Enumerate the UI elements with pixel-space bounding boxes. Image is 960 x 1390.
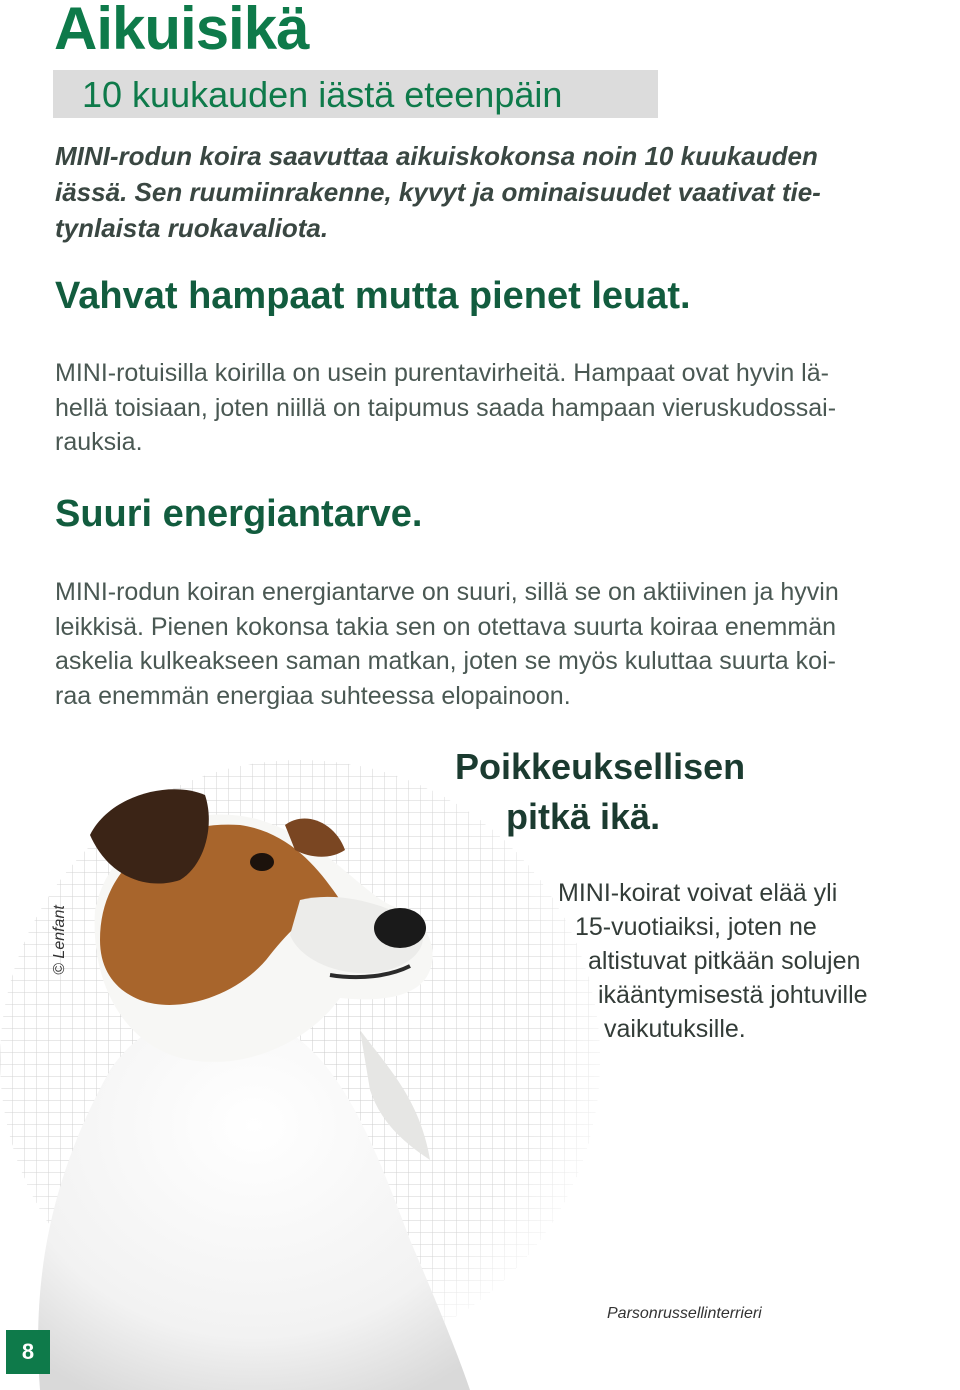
side-text-line: ikääntymisestä johtuville (598, 981, 868, 1009)
paragraph-line: MINI-rotuisilla koirilla on usein purentavirheitä. Hampaat ovat hyvin lä- (55, 359, 829, 387)
photo-credit (48, 900, 72, 980)
page-number: 8 (6, 1330, 50, 1374)
photo-caption: Parsonrussellinterrieri (607, 1305, 762, 1322)
paragraph-line: hellä toisiaan, joten niillä on taipumus saada hampaan vieruskudossai- (55, 393, 837, 422)
page-subtitle: 10 kuukauden iästä eteenpäin (82, 74, 563, 115)
side-text-line: altistuvat pitkään solujen (588, 947, 861, 975)
heading-strong-teeth: Vahvat hampaat mutta pienet leuat. (55, 275, 691, 317)
dog-eye (250, 853, 274, 871)
intro-line: tynlaista ruokavaliota. (55, 213, 329, 243)
heading-energy: Suuri energiantarve. (55, 493, 423, 535)
heading-long-life-line1: Poikkeuksellisen (455, 746, 746, 787)
dog-nose (374, 908, 426, 948)
side-text-line: vaikutuksille. (604, 1015, 746, 1043)
side-text-line: MINI-koirat voivat elää yli (558, 879, 838, 907)
paragraph-teeth (55, 356, 960, 460)
paragraph-line: raa enemmän energiaa suhteessa elopainoon. (55, 681, 571, 710)
intro-line: MINI-rodun koira saavuttaa aikuiskokonsa noin 10 kuukauden (55, 141, 818, 171)
page-title: Aikuisikä (54, 0, 309, 62)
paragraph-energy (55, 575, 960, 713)
intro-line: iässä. Sen ruumiinrakenne, kyvyt ja ominaisuudet vaativat tie- (55, 177, 821, 207)
photo-credit-text: © Lenfant (51, 905, 68, 975)
heading-long-life-line2: pitkä ikä. (506, 796, 661, 837)
paragraph-line: rauksia. (55, 428, 143, 456)
paragraph-line: leikkisä. Pienen kokonsa takia sen on otettava suurta koiraa enemmän (55, 612, 837, 641)
intro-paragraph (55, 138, 960, 246)
paragraph-line: askelia kulkeakseen saman matkan, joten se myös kuluttaa suurta koi- (55, 647, 836, 675)
side-text-line: 15-vuotiaiksi, joten ne (575, 913, 817, 941)
paragraph-line: MINI-rodun koiran energiantarve on suuri, sillä se on aktiivinen ja hyvin (55, 578, 839, 606)
